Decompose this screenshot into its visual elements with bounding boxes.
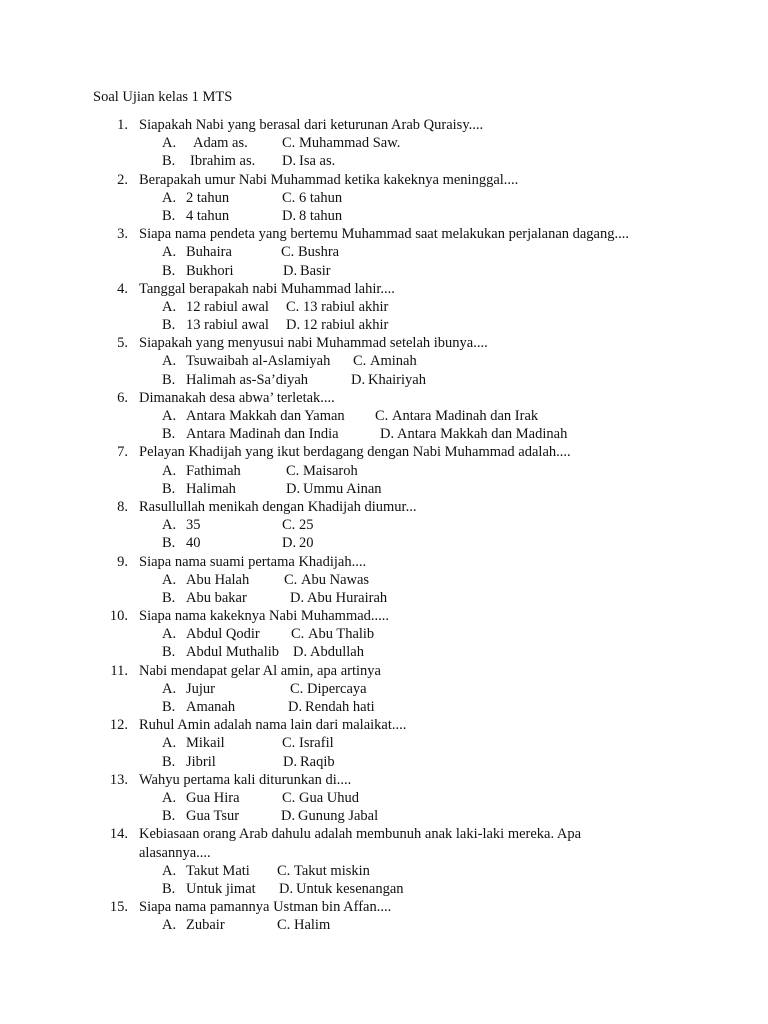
option-letter: A. bbox=[162, 462, 177, 479]
question-item bbox=[0, 389, 768, 444]
question-text: Siapakah yang menyusui nabi Muhammad setelah ibunya.... bbox=[139, 335, 488, 352]
option-letter: D. bbox=[380, 426, 395, 443]
option-letter: B. bbox=[162, 317, 176, 334]
question-number: 4. bbox=[117, 280, 128, 297]
answer-row bbox=[0, 480, 768, 498]
question-item bbox=[0, 280, 768, 335]
option-text: Khairiyah bbox=[368, 371, 426, 388]
option-letter: A. bbox=[162, 862, 177, 879]
option-letter: C. bbox=[375, 408, 389, 424]
question-number: 15. bbox=[109, 899, 128, 916]
answer-row bbox=[0, 262, 768, 280]
option-text: Basir bbox=[300, 262, 331, 279]
option-text: Abu Hurairah bbox=[307, 589, 388, 606]
option-letter: D. bbox=[286, 317, 301, 334]
option-letter: C. bbox=[290, 680, 304, 697]
question-line bbox=[0, 116, 768, 134]
question-line bbox=[0, 498, 768, 516]
question-line bbox=[0, 771, 768, 789]
question-text: alasannya.... bbox=[139, 844, 211, 861]
option-letter: A. bbox=[162, 353, 177, 370]
option-text: Mikail bbox=[186, 735, 225, 752]
answer-row bbox=[0, 352, 768, 370]
option-letter: C. bbox=[277, 862, 291, 879]
option-text: Gua Hira bbox=[186, 789, 240, 806]
option-text: Abdullah bbox=[310, 644, 364, 661]
option-letter: A. bbox=[162, 917, 177, 934]
question-item bbox=[0, 898, 768, 934]
question-item bbox=[0, 225, 768, 280]
answer-row bbox=[0, 734, 768, 752]
question-number: 8. bbox=[117, 498, 128, 515]
option-letter: B. bbox=[162, 371, 176, 388]
question-line bbox=[0, 607, 768, 625]
option-text: Buhaira bbox=[186, 244, 232, 261]
question-line bbox=[0, 898, 768, 916]
answer-row bbox=[0, 134, 768, 152]
option-text: Abu Halah bbox=[186, 571, 250, 588]
option-text: Abu Nawas bbox=[301, 571, 370, 588]
option-text: 4 tahun bbox=[186, 207, 230, 224]
option-text: Takut Mati bbox=[186, 862, 250, 879]
option-letter: C. bbox=[282, 517, 296, 534]
option-text: Bushra bbox=[298, 244, 340, 261]
question-number: 9. bbox=[117, 553, 128, 570]
option-text: Fathimah bbox=[186, 462, 241, 479]
option-letter: D. bbox=[290, 589, 305, 606]
page-title: Soal Ujian kelas 1 MTS bbox=[93, 89, 233, 105]
question-number: 14. bbox=[109, 826, 128, 843]
option-letter: A. bbox=[162, 189, 177, 206]
question-number: 11. bbox=[110, 662, 128, 679]
answer-row bbox=[0, 680, 768, 698]
question-text: Ruhul Amin adalah nama lain dari malaikat.... bbox=[139, 717, 407, 734]
option-text: Amanah bbox=[186, 699, 236, 715]
question-line bbox=[0, 280, 768, 298]
answer-row bbox=[0, 316, 768, 334]
answer-row bbox=[0, 516, 768, 534]
question-item bbox=[0, 662, 768, 717]
option-text: Untuk jimat bbox=[186, 880, 256, 897]
question-item bbox=[0, 116, 768, 171]
option-text: Bukhori bbox=[186, 262, 234, 279]
answer-row bbox=[0, 462, 768, 480]
question-text: Pelayan Khadijah yang ikut berdagang dengan Nabi Muhammad adalah.... bbox=[139, 444, 571, 461]
option-letter: B. bbox=[162, 262, 176, 279]
option-letter: B. bbox=[162, 699, 176, 715]
option-text: Isa as. bbox=[299, 153, 336, 170]
option-letter: B. bbox=[162, 153, 176, 170]
question-line bbox=[0, 389, 768, 407]
option-letter: D. bbox=[351, 371, 366, 388]
option-text: Antara Makkah dan Madinah bbox=[397, 426, 568, 443]
question-item bbox=[0, 771, 768, 826]
option-letter: B. bbox=[162, 644, 176, 661]
option-letter: B. bbox=[162, 207, 176, 224]
option-letter: A. bbox=[162, 680, 177, 697]
option-text: 35 bbox=[186, 517, 201, 534]
answer-row bbox=[0, 534, 768, 552]
question-item bbox=[0, 171, 768, 226]
question-number: 1. bbox=[117, 117, 128, 133]
answer-row bbox=[0, 189, 768, 207]
question-item bbox=[0, 607, 768, 662]
question-number: 12. bbox=[109, 717, 128, 734]
option-letter: C. bbox=[277, 917, 291, 934]
question-text: Berapakah umur Nabi Muhammad ketika kakeknya meninggal.... bbox=[139, 171, 519, 188]
option-text: Maisaroh bbox=[303, 462, 358, 479]
option-letter: D. bbox=[279, 880, 294, 897]
question-line bbox=[0, 662, 768, 680]
question-text: Rasullullah menikah dengan Khadijah diumur... bbox=[139, 498, 417, 515]
option-letter: C. bbox=[281, 244, 295, 261]
answer-row bbox=[0, 589, 768, 607]
answer-row bbox=[0, 789, 768, 807]
option-letter: A. bbox=[162, 517, 177, 534]
option-text: Ummu Ainan bbox=[303, 480, 382, 497]
answer-row bbox=[0, 753, 768, 771]
option-letter: B. bbox=[162, 589, 176, 606]
question-number: 5. bbox=[117, 335, 128, 352]
option-letter: C. bbox=[286, 298, 300, 315]
option-text: Muhammad Saw. bbox=[299, 135, 401, 152]
option-text: Zubair bbox=[186, 917, 225, 934]
option-text: Raqib bbox=[300, 753, 335, 770]
option-letter: C. bbox=[284, 571, 298, 588]
answer-row bbox=[0, 571, 768, 589]
option-letter: A. bbox=[162, 735, 177, 752]
question-text: Siapa nama pendeta yang bertemu Muhammad saat melakukan perjalanan dagang.... bbox=[139, 226, 629, 243]
question-line bbox=[0, 171, 768, 189]
option-letter: C. bbox=[282, 735, 296, 752]
option-letter: A. bbox=[162, 571, 177, 588]
question-number: 2. bbox=[117, 171, 128, 188]
option-letter: C. bbox=[282, 135, 296, 152]
question-number: 10. bbox=[109, 608, 128, 625]
option-letter: C. bbox=[286, 462, 300, 479]
option-letter: B. bbox=[162, 480, 176, 497]
option-text: 2 tahun bbox=[186, 189, 230, 206]
option-letter: A. bbox=[162, 626, 177, 643]
option-text: Adam as. bbox=[193, 135, 248, 152]
question-number: 6. bbox=[117, 389, 128, 406]
option-letter: C. bbox=[353, 353, 367, 370]
option-letter: C. bbox=[282, 189, 296, 206]
answer-row bbox=[0, 807, 768, 825]
option-letter: D. bbox=[282, 153, 297, 170]
option-letter: D. bbox=[282, 207, 297, 224]
question-line bbox=[0, 825, 768, 843]
question-text: Siapakah Nabi yang berasal dari keturunan Arab Quraisy.... bbox=[139, 117, 484, 133]
question-number: 7. bbox=[117, 444, 128, 461]
question-line bbox=[0, 334, 768, 352]
question-text: Siapa nama pamannya Ustman bin Affan.... bbox=[139, 899, 392, 916]
option-text: Gua Tsur bbox=[186, 808, 240, 825]
option-text: 13 rabiul akhir bbox=[303, 298, 389, 315]
option-letter: B. bbox=[162, 535, 176, 552]
answer-row bbox=[0, 407, 768, 425]
option-text: Abu Thalib bbox=[308, 626, 375, 643]
option-text: Ibrahim as. bbox=[190, 153, 256, 170]
option-letter: D. bbox=[282, 535, 297, 552]
answer-row bbox=[0, 698, 768, 716]
question-number: 13. bbox=[109, 771, 128, 788]
option-text: Antara Makkah dan Yaman bbox=[186, 408, 345, 424]
answer-row bbox=[0, 371, 768, 389]
question-text: Siapa nama kakeknya Nabi Muhammad..... bbox=[139, 608, 390, 625]
question-item bbox=[0, 825, 768, 898]
option-text: 12 rabiul akhir bbox=[303, 317, 389, 334]
option-text: 40 bbox=[186, 535, 201, 552]
option-text: Gua Uhud bbox=[299, 789, 360, 806]
option-text: Jibril bbox=[186, 753, 216, 770]
option-letter: B. bbox=[162, 753, 176, 770]
question-text: Siapa nama suami pertama Khadijah.... bbox=[139, 553, 367, 570]
question-text: Tanggal berapakah nabi Muhammad lahir.... bbox=[139, 280, 395, 297]
option-text: Halim bbox=[294, 917, 331, 934]
option-letter: B. bbox=[162, 880, 176, 897]
question-line bbox=[0, 225, 768, 243]
option-letter: D. bbox=[286, 480, 301, 497]
question-item bbox=[0, 553, 768, 608]
option-text: Halimah as-Sa’diyah bbox=[186, 371, 309, 388]
question-text: Kebiasaan orang Arab dahulu adalah membunuh anak laki-laki mereka. Apa bbox=[139, 826, 582, 843]
answer-row bbox=[0, 880, 768, 898]
question-item bbox=[0, 334, 768, 389]
option-text: 12 rabiul awal bbox=[186, 298, 269, 315]
question-list bbox=[0, 116, 768, 934]
answer-row bbox=[0, 425, 768, 443]
option-text: 6 tahun bbox=[299, 189, 343, 206]
answer-row bbox=[0, 207, 768, 225]
option-letter: D. bbox=[283, 753, 298, 770]
option-text: Takut miskin bbox=[294, 862, 370, 879]
question-text: Nabi mendapat gelar Al amin, apa artinya bbox=[139, 662, 381, 679]
answer-row bbox=[0, 298, 768, 316]
question-text: Wahyu pertama kali diturunkan di.... bbox=[139, 771, 352, 788]
option-text: 8 tahun bbox=[299, 207, 343, 224]
answer-row bbox=[0, 862, 768, 880]
option-letter: D. bbox=[281, 808, 296, 825]
option-text: Abdul Muthalib bbox=[186, 644, 280, 661]
question-text: Dimanakah desa abwa’ terletak.... bbox=[139, 389, 335, 406]
option-letter: A. bbox=[162, 789, 177, 806]
option-text: Israfil bbox=[299, 735, 334, 752]
answer-row bbox=[0, 643, 768, 661]
option-letter: D. bbox=[293, 644, 308, 661]
question-line bbox=[0, 443, 768, 461]
question-line bbox=[0, 716, 768, 734]
option-text: Gunung Jabal bbox=[298, 808, 379, 825]
option-text: 13 rabiul awal bbox=[186, 317, 269, 334]
option-letter: A. bbox=[162, 244, 177, 261]
option-text: Untuk kesenangan bbox=[296, 880, 404, 897]
option-letter: B. bbox=[162, 808, 176, 825]
option-text: Aminah bbox=[370, 353, 417, 370]
question-item bbox=[0, 716, 768, 771]
option-text: Tsuwaibah al-Aslamiyah bbox=[186, 353, 331, 370]
option-text: Dipercaya bbox=[307, 680, 367, 697]
question-line bbox=[0, 844, 768, 862]
question-line bbox=[0, 553, 768, 571]
option-text: Antara Madinah dan India bbox=[186, 426, 339, 443]
option-letter: D. bbox=[283, 262, 298, 279]
option-text: Abu bakar bbox=[186, 589, 247, 606]
option-letter: A. bbox=[162, 298, 177, 315]
question-item bbox=[0, 498, 768, 553]
option-text: Antara Madinah dan Irak bbox=[392, 408, 539, 424]
option-text: Abdul Qodir bbox=[186, 626, 260, 643]
option-text: 25 bbox=[299, 517, 314, 534]
answer-row bbox=[0, 625, 768, 643]
option-text: Jujur bbox=[186, 680, 215, 697]
answer-row bbox=[0, 152, 768, 170]
question-number: 3. bbox=[117, 226, 128, 243]
answer-row bbox=[0, 243, 768, 261]
option-letter: B. bbox=[162, 426, 176, 443]
option-letter: A. bbox=[162, 135, 177, 152]
option-letter: A. bbox=[162, 408, 177, 424]
option-letter: C. bbox=[291, 626, 305, 643]
option-letter: C. bbox=[282, 789, 296, 806]
question-item bbox=[0, 443, 768, 498]
option-text: 20 bbox=[299, 535, 314, 552]
option-text: Rendah hati bbox=[305, 699, 375, 715]
option-text: Halimah bbox=[186, 480, 236, 497]
answer-row bbox=[0, 916, 768, 934]
option-letter: D. bbox=[288, 699, 303, 715]
